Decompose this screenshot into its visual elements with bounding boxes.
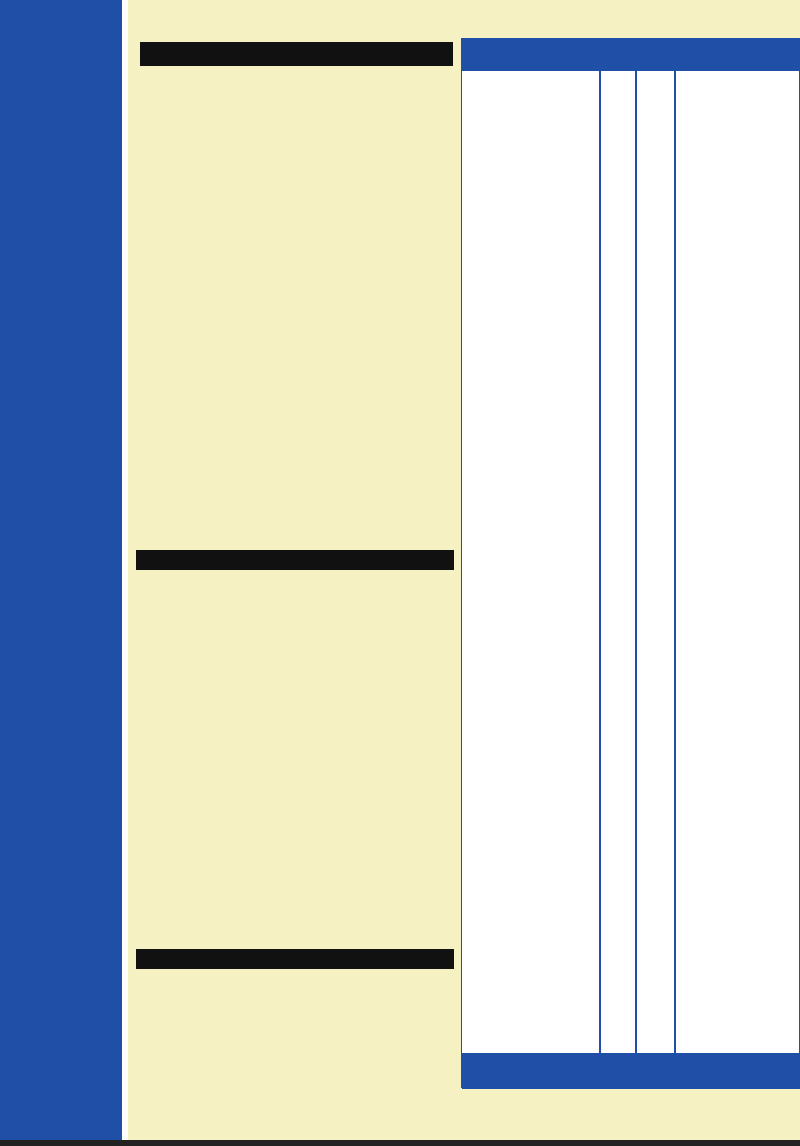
gutter xyxy=(122,0,128,1140)
goalscorers-heading xyxy=(136,949,454,969)
goalscorers-summary xyxy=(134,996,454,1021)
away-column-headers xyxy=(359,150,449,166)
column-divider xyxy=(599,71,601,1053)
home-header-row xyxy=(134,150,205,166)
page-bottom-edge xyxy=(0,1140,800,1146)
fixtures-header xyxy=(462,39,800,71)
home-column-headers xyxy=(134,150,205,166)
league-table-heading xyxy=(140,42,453,66)
fixtures-panel xyxy=(461,38,800,1088)
column-divider xyxy=(674,71,676,1053)
sidebar-title xyxy=(10,50,126,1090)
column-divider xyxy=(635,71,637,1053)
sidebar-band xyxy=(0,0,122,1140)
away-header-row xyxy=(359,150,449,166)
appearances-heading xyxy=(136,550,454,570)
fixtures-footer xyxy=(462,1053,800,1089)
